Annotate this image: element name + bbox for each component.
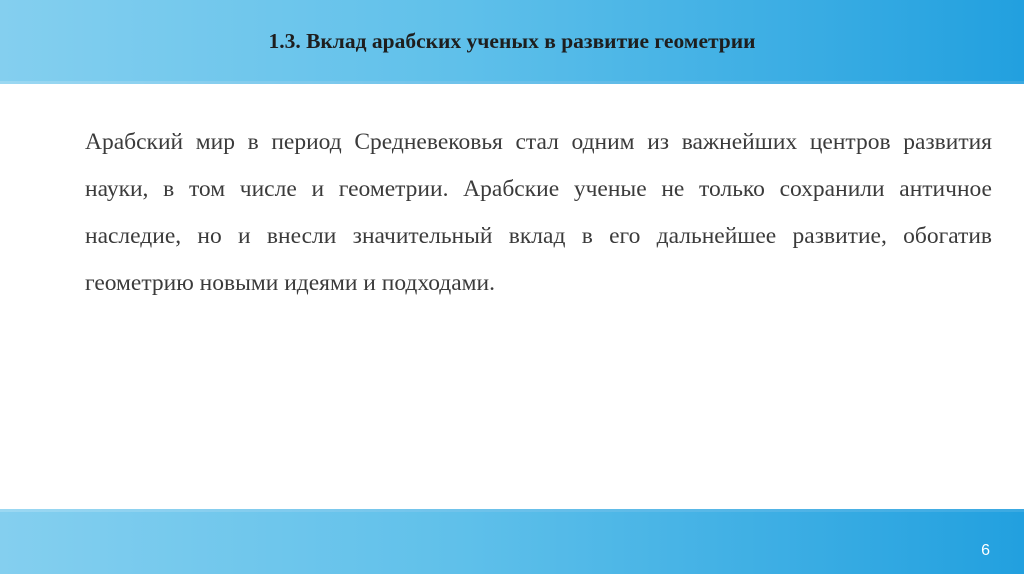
- body-paragraph: Арабский мир в период Средневековья стал одним из важнейших центров развития науки, в том числе и геометрии. Арабские ученые не только сохранили античное наследие, но и внесли значительный вклад в его дальнейшее развитие, обогатив геометрию новыми идеями и подходами.: [85, 129, 992, 296]
- slide-title: 1.3. Вклад арабских ученых в развитие геометрии: [268, 29, 756, 53]
- page-number: 6: [981, 542, 990, 559]
- footer-band: [0, 509, 1024, 574]
- header-band: [0, 0, 1024, 84]
